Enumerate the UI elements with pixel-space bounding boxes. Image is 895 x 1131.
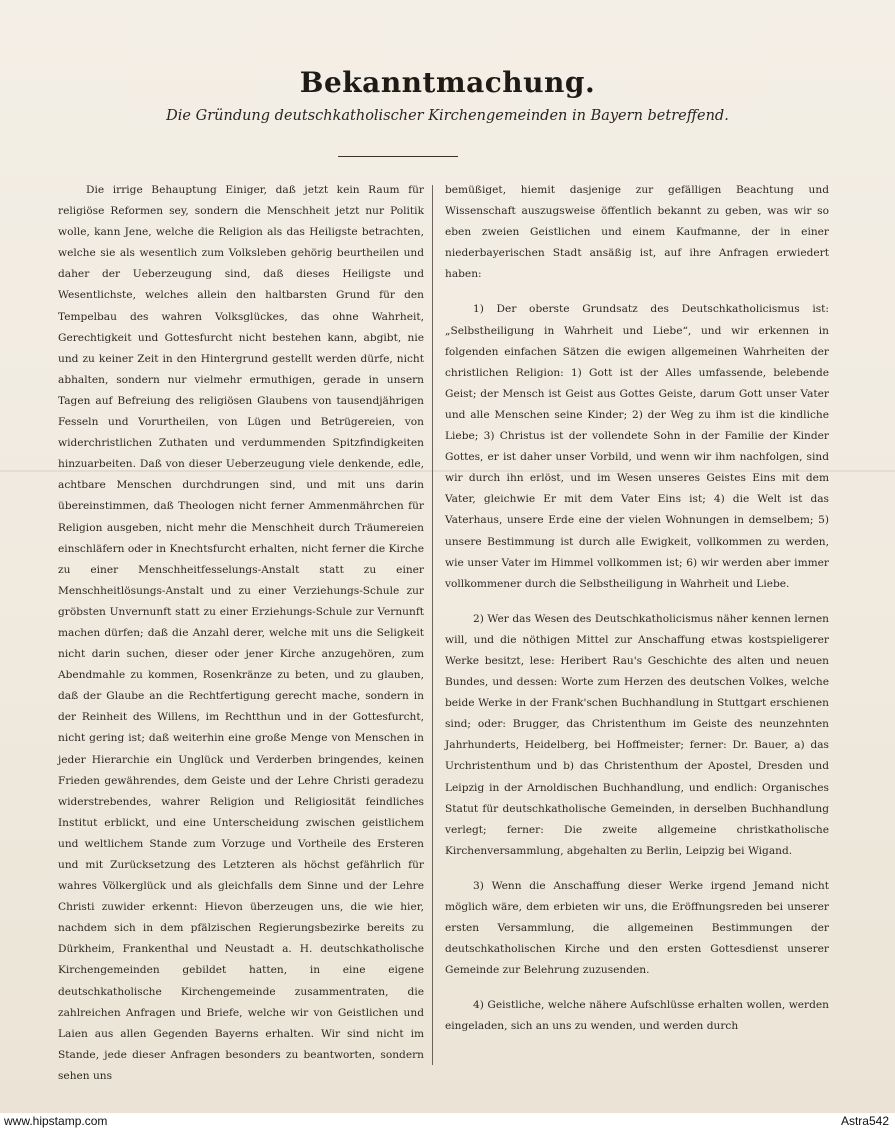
- right-intro-paragraph: bemüßiget, hiemit dasjenige zur gefälligen Beachtung und Wissenschaft auszugsweise öffentlich bekannt zu geben, was wir so eben zweien Geistlichen und einem Kaufmanne, der in einer niederbayerischen Stadt ansäßig ist, auf ihre Anfragen erwiedert haben:: [445, 184, 829, 281]
- watermark-bar: [0, 1113, 895, 1131]
- item-1-paragraph: 1) Der oberste Grundsatz des Deutschkatholicismus ist: „Selbstheiligung in Wahrheit und Liebe“, und wir erkennen in folgenden einfachen Sätzen die ewigen allgemeinen Wahrheiten der christlichen Religion: 1) Gott ist der Alles umfassende, belebende Geist; der Mensch ist Geist aus Gottes Geiste, darum Gott unser Vater und alle Menschen seine Kinder; 2) der Weg zu ihm ist die kindliche Liebe; 3) Christus ist der vollendete Sohn in der Familie der Kinder Gottes, er ist daher unser Vorbild, und wenn wir ihm nachfolgen, sind wir durch ihn erlöst, und im Wesen unseres Geistes Eins mit dem Vater, gleichwie Er mit dem Vater Eins ist; 4) die Welt ist das Vaterhaus, unsere Erde eine der vielen Wohnungen in demselbem; 5) unsere Bestimmung ist durch alle Ewigkeit, vollkommen zu werden, wie unser Vater im Himmel vollkommen ist; 6) wir werden aber immer vollkommener durch die Selbstheiligung in Wahrheit und Liebe.: [445, 303, 829, 590]
- document-title: Bekanntmachung.: [299, 66, 596, 99]
- item-2-paragraph: 2) Wer das Wesen des Deutschkatholicismus näher kennen lernen will, und die nöthigen Mittel zur Anschaffung etwas kostspieligerer Werke besitzt, lese: Heribert Rau's Geschichte des alten und neuen Bundes, und dessen: Worte zum Herzen des deutschen Volkes, welche beide Werke in der Frank'schen Buchhandlung in Stuttgart erschienen sind; oder: Brugger, das Christenthum im Geiste des neunzehnten Jahrhunderts, Heidelberg, bei Hoffmeister; ferner: Dr. Bauer, a) das Urchristenthum und b) das Christenthum der Apostel, Dresden und Leipzig in der Arnoldischen Buchhandlung, und endlich: Organisches Statut für deutschkatholische Gemeinden, in derselben Buchhandlung verlegt; ferner: Die zweite allgemeine christkatholische Kirchenversammlung, abgehalten zu Berlin, Leipzig bei Wigand.: [445, 612, 829, 857]
- item-4-paragraph: 4) Geistliche, welche nähere Aufschlüsse erhalten wollen, werden eingeladen, sich an uns zu wenden, und werden durch: [445, 999, 829, 1033]
- left-paragraph: Die irrige Behauptung Einiger, daß jetzt kein Raum für religiöse Reformen sey, sondern die Menschheit jetzt nur Politik wolle, kann Jene, welche die Religion als das Heiligste betrachten, welche sie als wesentlich zum Volksleben gehörig beurtheilen und daher der Ueberzeugung sind, daß dieses Heiligste und Wesentlichste, welches allein den haltbarsten Grund für den Tempelbau des wahren Volksglückes, das ohne Wahrheit, Gerechtigkeit und Gottesfurcht nicht bestehen kann, abgibt, nie und zu keiner Zeit in den Hintergrund gestellt werden dürfe, nicht abhalten, sondern nur vielmehr ermuthigen, gerade in unsern Tagen auf Befreiung des religiösen Glaubens von tausendjährigen Fesseln und Vorurtheilen, von Lügen und Betrügereien, von widerchristlichen Zuthaten und verdummenden Spitzfindigkeiten hinzuarbeiten. Daß von dieser Ueberzeugung viele denkende, edle, achtbare Menschen durchdrungen sind, und mit uns darin übereinstimmen, daß Theologen nicht ferner Ammenmährchen für Religion ausgeben, nicht mehr die Menschheit durch Träumereien einschläfern oder in Knechtsfurcht erhalten, nicht ferner die Kirche zu einer Menschheitfesselungs-Anstalt statt zu einer Menschheitlösungs-Anstalt und zu einer Verziehungs-Schule zur gröbsten Unvernunft statt zu einer Erziehungs-Schule zur Vernunft machen dürfen; daß die Anzahl derer, welche mit uns die Seligkeit nicht darin suchen, dieser oder jener Kirche anzugehören, zum Abendmahle zu kommen, Rosenkränze zu beten, und zu glauben, daß der Glaube an die Rechtfertigung gerecht mache, sondern in der Reinheit des Willens, im Rechtthun und in der Gottesfurcht, nicht gering ist; daß weiterhin eine große Menge von Menschen in jeder Hierarchie ein Unglück und Verderben bringendes, keinen Frieden gewährendes, dem Geiste und der Lehre Christi geradezu widerstrebendes, wahrer Religion und Religiosität feindliches Institut erblickt, und eine Unterscheidung zwischen geistlichem und weltlichem Stande zum Vorzuge und Vortheile des Ersteren und mit Zurücksetzung des Letzteren als höchst gefährlich für wahres Völkerglück und als gleichfalls dem Sinne und der Lehre Christi zuwider erkennt: Hievon überzeugen uns, die wie hier, nachdem sich in dem pfälzischen Regierungsbezirke bereits zu Dürkheim, Frankenthal und Neustadt a. H. deutschkatholische Kirchengemeinden gebildet hatten, in eine eigene deutschkatholische Kirchengemeinde zusammentraten, die zahlreichen Anfragen und Briefe, welche wir von Geistlichen und Laien aus allen Gegenden Bayerns erhalten. Wir sind nicht im Stande, jede dieser Anfragen besonders zu beantworten, sondern sehen uns: [58, 184, 424, 1082]
- seller-watermark: Astra542: [840, 1114, 889, 1128]
- right-column: [445, 180, 829, 1038]
- title-divider: [338, 156, 458, 157]
- source-watermark: www.hipstamp.com: [4, 1114, 108, 1128]
- document-subtitle: Die Gründung deutschkatholischer Kirchengemeinden in Bayern betreffend.: [166, 108, 729, 124]
- item-3-paragraph: 3) Wenn die Anschaffung dieser Werke irgend Jemand nicht möglich wäre, dem erbieten wir uns, die Eröffnungsreden bei unserer ersten Versammlung, die allgemeinen Bestimmungen der deutschkatholischen Kirche und den ersten Gottesdienst unserer Gemeinde zur Belehrung zuzusenden.: [445, 879, 829, 977]
- left-column: [58, 180, 424, 1087]
- column-divider: [432, 185, 433, 1065]
